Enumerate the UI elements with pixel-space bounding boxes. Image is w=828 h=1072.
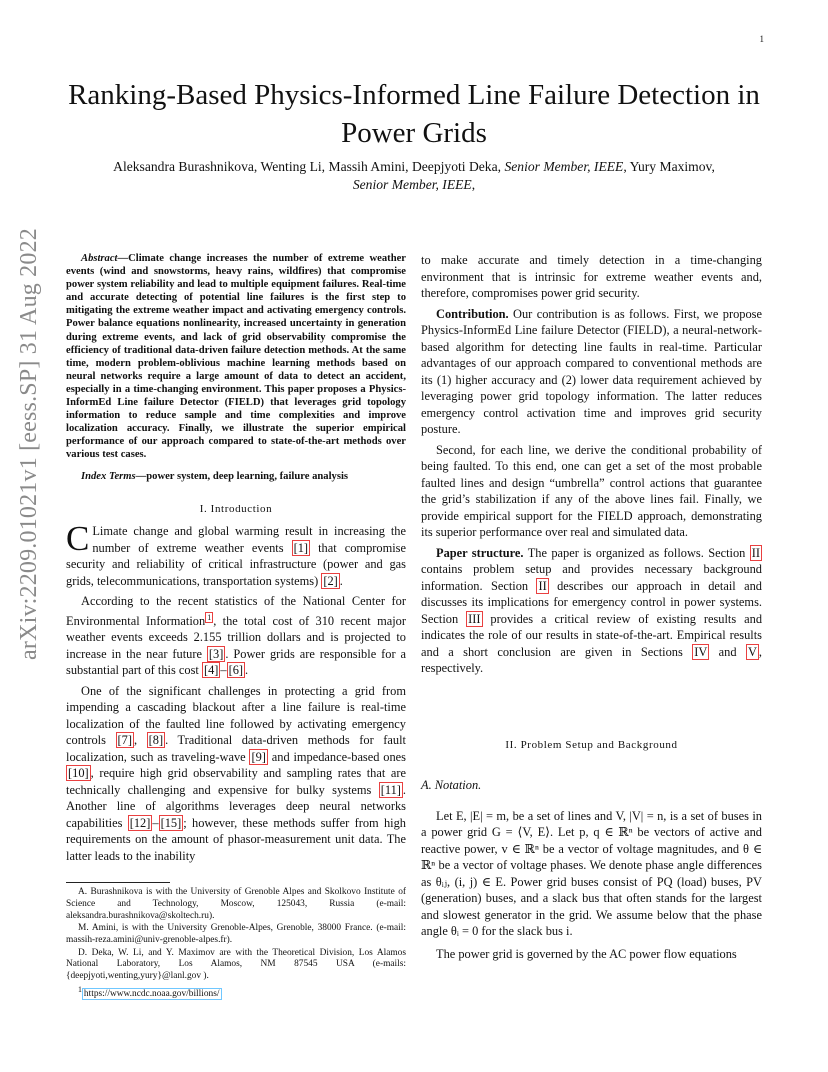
abstract-text: —Climate change increases the number of extreme weather events (wind and snowstorms, heavy rains, wildfires) that compromise power system reliability and lead to multiple equipment failures. Real-time and accurate detecting of potential line failures is the first step to mitigating the extreme weather impact and activating emergency controls. Power balance equations nonlinearity, increased uncertainty in generation during extreme events, and lack of grid observability compromise the efficiency of traditional data-driven failure detection methods. At the same time, modern problem-oblivious machine learning methods based on neural networks require a large amount of data to detect an accident, especially in a time-changing environment. This paper proposes a Physics-InformEd Line failure Detector (FIELD) that leverages grid topology information to reduce sample and time complexities and improve localization accuracy. Finally, we illustrate the superior empirical performance of our approach compared to state-of-the-art methods over various test cases. xyxy=(66,253,406,461)
intro-text: , require high grid observability and sampling rates that are technically challenging and expensive for bulky systems xyxy=(66,766,406,797)
right-paragraph-1: to make accurate and timely detection in a time-changing environment that is intrinsic for extreme weather events and, therefore, compromises power grid security. xyxy=(421,253,762,300)
citation-link[interactable]: [3] xyxy=(208,646,224,661)
index-terms xyxy=(66,470,406,483)
intro-paragraph-3 xyxy=(66,683,406,865)
notation-paragraph: Let E, |E| = m, be a set of lines and V, |V| = n, is a set of buses in a power grid G = ⟨V, E⟩. Let p, q ∈ ℝⁿ be vectors of active and reactive power, v ∈ ℝⁿ be a vector of voltage magnitudes, and θ ∈ ℝⁿ be a vector of voltage phases. We denote phase angle differences as θᵢⱼ, (i, j) ∈ E. Power grid buses consist of PQ (load) buses, PV (generation) buses, and a slack bus that often stands for the largest and slowest generator in the grid. We assume below that the phase angle θᵢ = 0 for the slack bus i. xyxy=(421,808,762,938)
paper-title: Ranking-Based Physics-Informed Line Failure Detection in Power Grids xyxy=(68,79,760,149)
footnote-mark: 1 xyxy=(78,984,82,994)
citation-link[interactable]: [11] xyxy=(380,782,401,797)
left-column xyxy=(66,252,406,1002)
subsection-heading-notation: A. Notation. xyxy=(421,778,482,792)
footnote-affiliation: A. Burashnikova is with the University of Grenoble Alpes and Skolkovo Institute of Science and Technology, Moscow, 125043, Russia (e-mail: aleksandra.burashnikova@skoltech.ru). xyxy=(66,887,406,921)
citation-link[interactable]: [9] xyxy=(251,749,266,764)
section-link[interactable]: IV xyxy=(694,644,708,659)
footnote-1 xyxy=(66,984,406,1001)
citation-link[interactable]: [8] xyxy=(148,733,164,748)
intro-paragraph-2 xyxy=(66,593,406,679)
intro-text: that compromise security and reliability of critical infrastructure (power and gas grids, telecommunications, transportation systems) xyxy=(66,540,406,588)
structure-text: provides a critical review of existing results and indicates the role of our results in state-of-the-art. Empirical results and a short conclusion are given in Sections xyxy=(421,611,763,659)
citation-link[interactable]: [4] xyxy=(203,663,219,678)
footnote-affiliation: M. Amini, is with the University Grenoble-Alpes, Grenoble, 38000 France. (e-mail: massih-reza.amini@univ-grenoble-alpes.fr). xyxy=(66,923,406,946)
authors-end: , xyxy=(471,177,476,192)
citation-link[interactable]: [10] xyxy=(68,766,89,781)
intro-paragraph-1 xyxy=(66,519,406,589)
dropcap: C xyxy=(66,519,90,559)
page-number: 1 xyxy=(759,34,764,44)
author-list xyxy=(60,158,768,194)
authors-names-cont: , Yury Maximov, xyxy=(623,159,715,174)
last-paragraph: The power grid is governed by the AC power flow equations xyxy=(436,946,737,961)
footnote-url-link[interactable]: https://www.ncdc.noaa.gov/billions/ xyxy=(83,988,220,999)
section-link[interactable]: III xyxy=(468,611,481,626)
citation-link[interactable]: [7] xyxy=(117,733,132,748)
intro-text: Limate change and global warming result in increasing the number of extreme weather events xyxy=(92,524,406,555)
footnote-affiliation: D. Deka, W. Li, and Y. Maximov are with the Theoretical Division, Los Alamos National Laboratory, Los Alamos, NM 87545 USA (e-mails: {deepjyoti,wenting,yury}@lanl.gov ). xyxy=(66,947,406,982)
structure-text: The paper is organized as follows. Section xyxy=(523,545,750,560)
citation-link[interactable]: [1] xyxy=(293,540,309,555)
citation-link[interactable]: [15] xyxy=(160,815,182,830)
intro-text: – xyxy=(220,663,227,678)
intro-text: , xyxy=(133,733,147,748)
section-link[interactable]: II xyxy=(751,545,761,560)
arxiv-identifier: arXiv:2209.01021v1 [eess.SP] 31 Aug 2022 xyxy=(16,228,42,660)
intro-text: and impedance-based ones xyxy=(267,749,406,764)
right-column xyxy=(421,252,762,966)
intro-text: . xyxy=(245,663,249,678)
intro-text: . Traditional data-driven methods for fault localization, such as traveling-wave xyxy=(66,733,406,764)
structure-text: , respectively. xyxy=(421,644,762,675)
footnotes xyxy=(66,887,406,1000)
contribution-text: Our contribution is as follows. First, we propose Physics-InformEd Line failure Detector (FIELD), a neural-network-based algorithm for detecting line faults in real-time. Particular advantages of our approach compared to conventional methods are its (1) higher accuracy and (2) lower data requirement achieved by leveraging power grid topology information. The latter reduces emergency control activation time and improves grid security posture. xyxy=(421,306,762,436)
intro-text: . xyxy=(339,573,343,588)
intro-text: , the total cost of 310 recent major weather events exceeds 2.155 trillion dollars and is projected to increase in the near future xyxy=(66,613,406,661)
section-heading-introduction: I. Introduction xyxy=(199,502,273,515)
authors-names: Aleksandra Burashnikova, Wenting Li, Massih Amini, Deepjyoti Deka, xyxy=(113,159,502,174)
paper-structure-paragraph xyxy=(421,545,762,677)
citation-link[interactable]: [12] xyxy=(129,815,151,830)
second-paragraph: Second, for each line, we derive the conditional probability of being faulted. To this end, one can get a set of the most probable faulted lines and design “umbrella” control actions that guarantee the grid’s stabilization if any of the above lines fail. Finally, we provide empirical support for the FIELD approach, demonstrating its superior performance over real and simulated data. xyxy=(421,442,762,539)
intro-text: . Power grids are responsible for a substantial part of this cost xyxy=(66,646,406,678)
index-terms-label: Index Terms xyxy=(81,470,136,482)
footnote-link[interactable]: 1 xyxy=(207,612,212,622)
footnote-rule xyxy=(66,882,170,883)
intro-text: According to the recent statistics of the National Center for Environmental Information xyxy=(66,594,406,628)
author-role: Senior Member, IEEE xyxy=(504,159,624,174)
abstract-label: Abstract xyxy=(81,253,118,264)
section-link[interactable]: II xyxy=(538,578,547,593)
citation-link[interactable]: [2] xyxy=(323,573,338,588)
structure-text: contains problem setup and provides necessary background information. Section xyxy=(421,562,762,593)
index-terms-text: —power system, deep learning, failure analysis xyxy=(135,470,349,482)
contribution-paragraph xyxy=(421,306,762,438)
intro-text: ; however, these methods suffer from high requirements on the amount of phasor-measurement unit data. The latter leads to the inability xyxy=(66,815,406,863)
intro-text: One of the significant challenges in protecting a grid from impending a cascading blackout after a line failure is real-time localization of the faulted line followed by activating emergency controls xyxy=(66,683,406,748)
structure-label: Paper structure. xyxy=(436,545,524,560)
abstract xyxy=(66,252,406,462)
structure-text: and xyxy=(709,644,746,659)
author-role-2: Senior Member, IEEE xyxy=(352,177,472,192)
citation-link[interactable]: [6] xyxy=(228,663,244,678)
intro-text: – xyxy=(152,815,159,830)
section-heading-problem-setup: II. Problem Setup and Background xyxy=(505,738,678,751)
section-link[interactable]: V xyxy=(747,644,757,659)
contribution-label: Contribution. xyxy=(436,306,509,321)
structure-text: describes our approach in detail and discusses its implications for emergency control in power systems. Section xyxy=(421,578,762,626)
intro-text: . Another line of algorithms leverages deep neural networks capabilities xyxy=(66,782,406,830)
